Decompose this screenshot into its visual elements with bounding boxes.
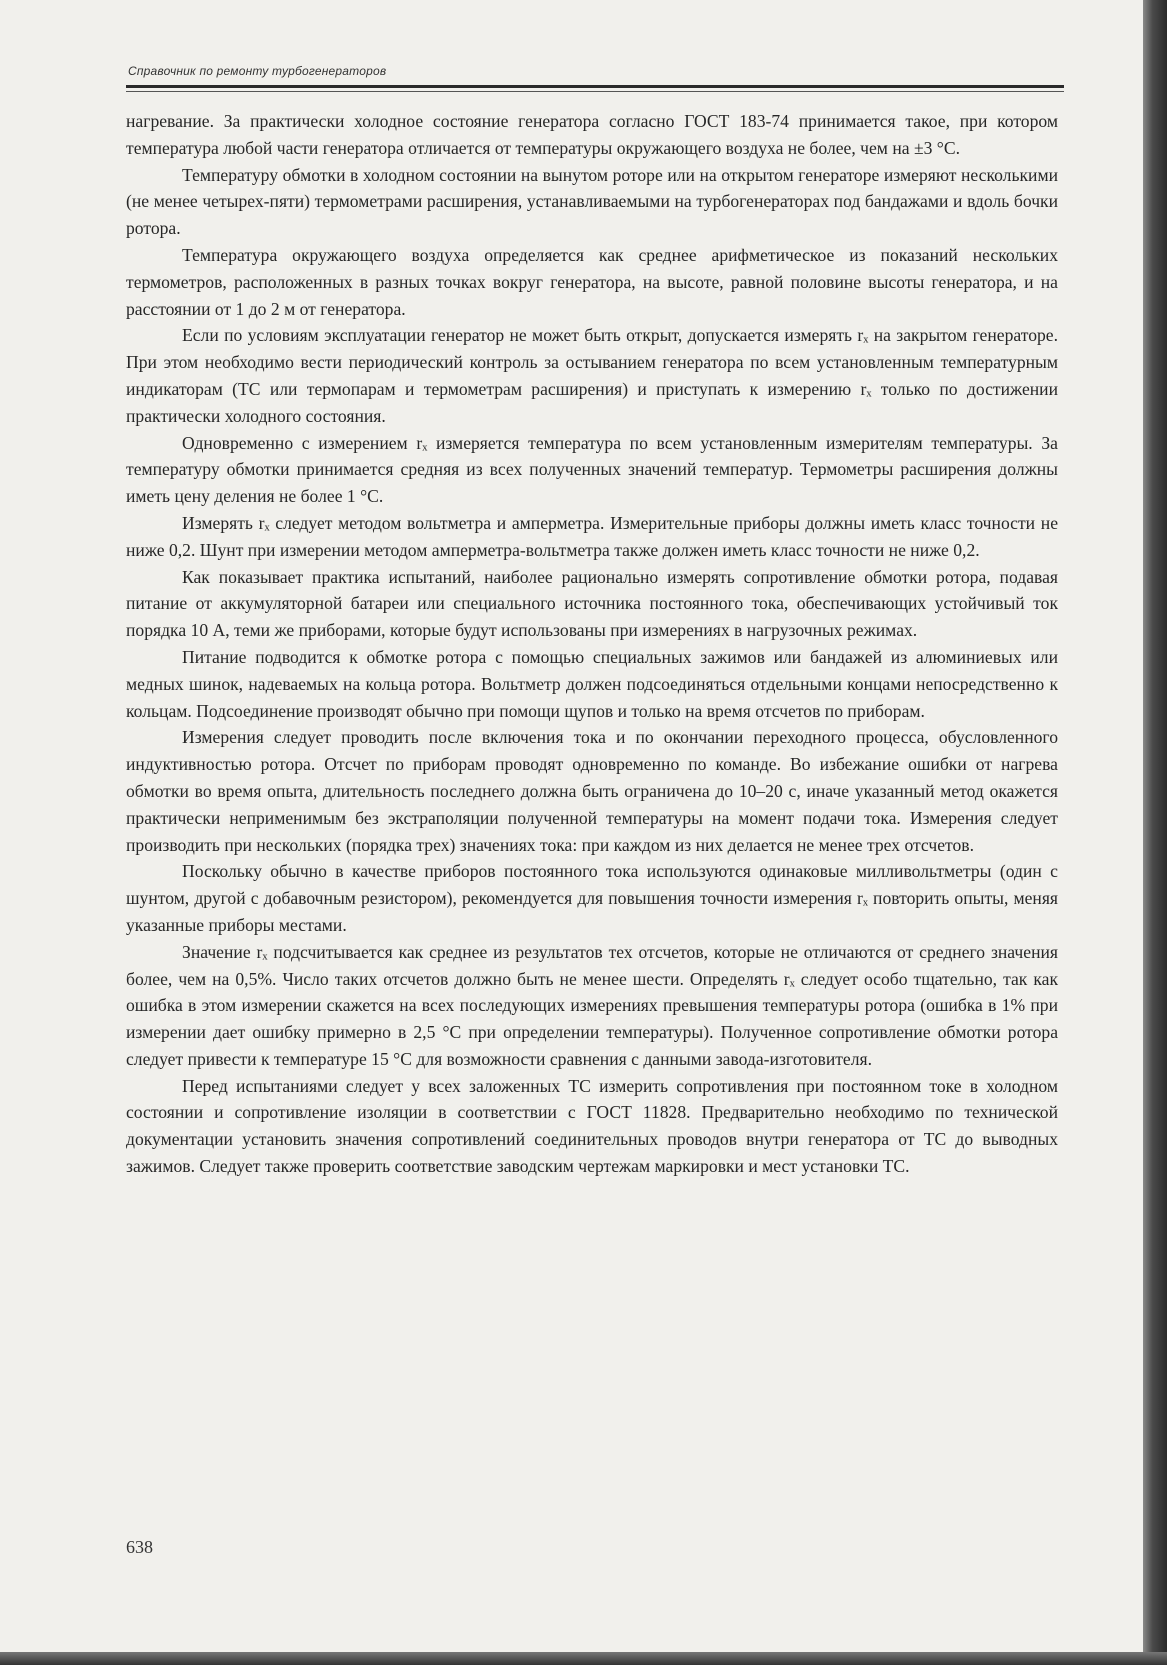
paragraph: Значение rₓ подсчитывается как среднее из результатов тех отсчетов, которые не отличаются от среднего значения более, чем на 0,5%. Число таких отсчетов должно быть не менее шести. Определять rₓ следует особо тщательно, так как ошибка в этом измерении скажется на всех последующих измерениях превышения температуры ротора (ошибка в 1% при измерении дает ошибку примерно в 2,5 °С при определении температуры). Полученное сопротивление обмотки ротора следует привести к температуре 15 °С для возможности сравнения с данными завода-изготовителя. [126, 941, 1058, 1069]
header-rule-thick [126, 85, 1064, 88]
scan-edge-bottom [0, 1652, 1167, 1665]
paragraph: Температура окружающего воздуха определяется как среднее арифметическое из показаний нескольких термометров, расположенных в разных точках вокруг генератора, на высоте, равной половине высоты генератора, и на расстоянии от 1 до 2 м от генератора. [126, 244, 1058, 319]
scan-edge-right [1143, 0, 1167, 1665]
paragraph: Поскольку обычно в качестве приборов постоянного тока используются одинаковые милливольтметры (один с шунтом, другой с добавочным резистором), рекомендуется для повышения точности измерения rₓ повторить опыты, меняя указанные приборы местами. [126, 861, 1058, 935]
paragraph: Температуру обмотки в холодном состоянии на вынутом роторе или на открытом генераторе измеряют несколькими (не менее четырех-пяти) термометрами расширения, устанавливаемыми на турбогенераторах под бандажами и вдоль бочки ротора. [126, 164, 1058, 239]
page-number: 638 [126, 1537, 153, 1557]
body-text [126, 108, 1058, 1180]
running-header-title: Справочник по ремонту турбогенераторов [128, 64, 387, 78]
paragraph: Как показывает практика испытаний, наиболее рационально измерять сопротивление обмотки ротора, подавая питание от аккумуляторной батареи или специального источника постоянного тока, обеспечивающих устойчивый ток порядка 10 А, теми же приборами, которые будут использованы при измерениях в нагрузочных режимах. [126, 566, 1058, 641]
paragraph: Измерять rₓ следует методом вольтметра и амперметра. Измерительные приборы должны иметь класс точности не ниже 0,2. Шунт при измерении методом амперметра-вольтметра также должен иметь класс точности не ниже 0,2. [126, 512, 1058, 560]
paragraph: Если по условиям эксплуатации генератор не может быть открыт, допускается измерять rₓ на закрытом генераторе. При этом необходимо вести периодический контроль за остыванием генератора по всем установленным температурным индикаторам (ТС или термопарам и термометрам расширения) и приступать к измерению rₓ только по достижении практически холодного состояния. [126, 325, 1058, 426]
paragraph: Питание подводится к обмотке ротора с помощью специальных зажимов или бандажей из алюминиевых или медных шинок, надеваемых на кольца ротора. Вольтметр должен подсоединяться отдельными концами непосредственно к кольцам. Подсоединение производят обычно при помощи щупов и только на время отсчетов по приборам. [126, 646, 1058, 721]
header-rule-thin [126, 91, 1064, 92]
paragraph: Одновременно с измерением rₓ измеряется температура по всем установленным измерителям температуры. За температуру обмотки принимается средняя из всех полученных значений температур. Термометры расширения должны иметь цену деления не более 1 °С. [126, 432, 1058, 507]
paragraph: нагревание. За практически холодное состояние генератора согласно ГОСТ 183-74 принимается такое, при котором температура любой части генератора отличается от температуры окружающего воздуха не более, чем на ±3 °С. [126, 111, 1058, 158]
paragraph: Перед испытаниями следует у всех заложенных ТС измерить сопротивления при постоянном токе в холодном состоянии и сопротивление изоляции в соответствии с ГОСТ 11828. Предварительно необходимо по технической документации установить значения сопротивлений соединительных проводов внутри генератора от ТС до выводных зажимов. Следует также проверить соответствие заводским чертежам маркировки и мест установки ТС. [126, 1075, 1058, 1177]
paragraph: Измерения следует проводить после включения тока и по окончании переходного процесса, обусловленного индуктивностью ротора. Отсчет по приборам проводят одновременно по команде. Во избежание ошибки от нагрева обмотки во время опыта, длительность последнего должна быть ограничена до 10–20 с, иначе указанный метод окажется практически неприменимым без экстраполяции полученной температуры на момент подачи тока. Измерения следует производить при нескольких (порядка трех) значениях тока: при каждом из них делается не менее трех отсчетов. [126, 727, 1058, 855]
